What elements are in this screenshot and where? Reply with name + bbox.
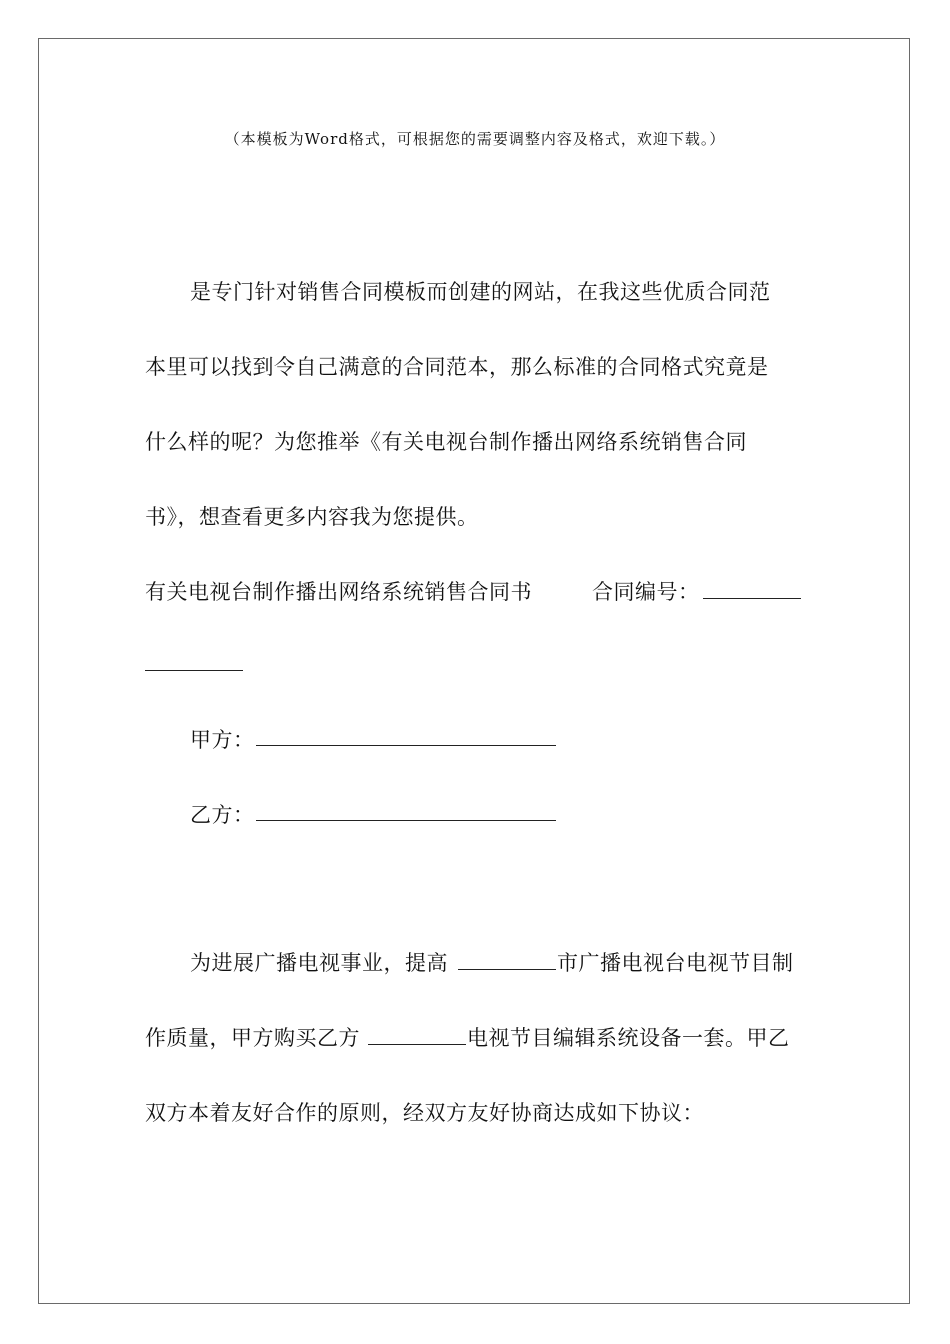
intro-line-4: 书》，想查看更多内容我为您提供。	[145, 505, 479, 529]
city-blank	[458, 969, 556, 970]
body-p3: 双方本着友好合作的原则，经双方友好协商达成如下协议：	[145, 1101, 704, 1125]
contract-number-blank-2	[145, 670, 243, 671]
party-a-label: 甲方：	[190, 728, 255, 752]
intro-line-2: 本里可以找到令自己满意的合同范本，那么标准的合同格式究竟是	[145, 355, 769, 379]
body-p1-part2: 市广播电视台电视节目制	[557, 951, 794, 975]
contract-number-label: 合同编号：	[592, 580, 700, 604]
body-p1-part1: 为进展广播电视事业，提高	[190, 951, 448, 975]
supplier-blank	[368, 1044, 466, 1045]
party-b-blank	[256, 820, 556, 821]
party-b-label: 乙方：	[190, 803, 255, 827]
body-p2-part1: 作质量，甲方购买乙方	[145, 1026, 360, 1050]
intro-line-1: 是专门针对销售合同模板而创建的网站，在我这些优质合同范	[190, 280, 771, 304]
contract-number-blank-1	[703, 598, 801, 599]
intro-line-3: 什么样的呢？为您推举《有关电视台制作播出网络系统销售合同	[145, 430, 747, 454]
template-note: （本模板为Word格式，可根据您的需要调整内容及格式，欢迎下载。）	[224, 130, 726, 148]
party-a-blank	[256, 745, 556, 746]
body-p2-part2: 电视节目编辑系统设备一套。甲乙	[467, 1026, 790, 1050]
contract-title: 有关电视台制作播出网络系统销售合同书	[145, 580, 532, 604]
